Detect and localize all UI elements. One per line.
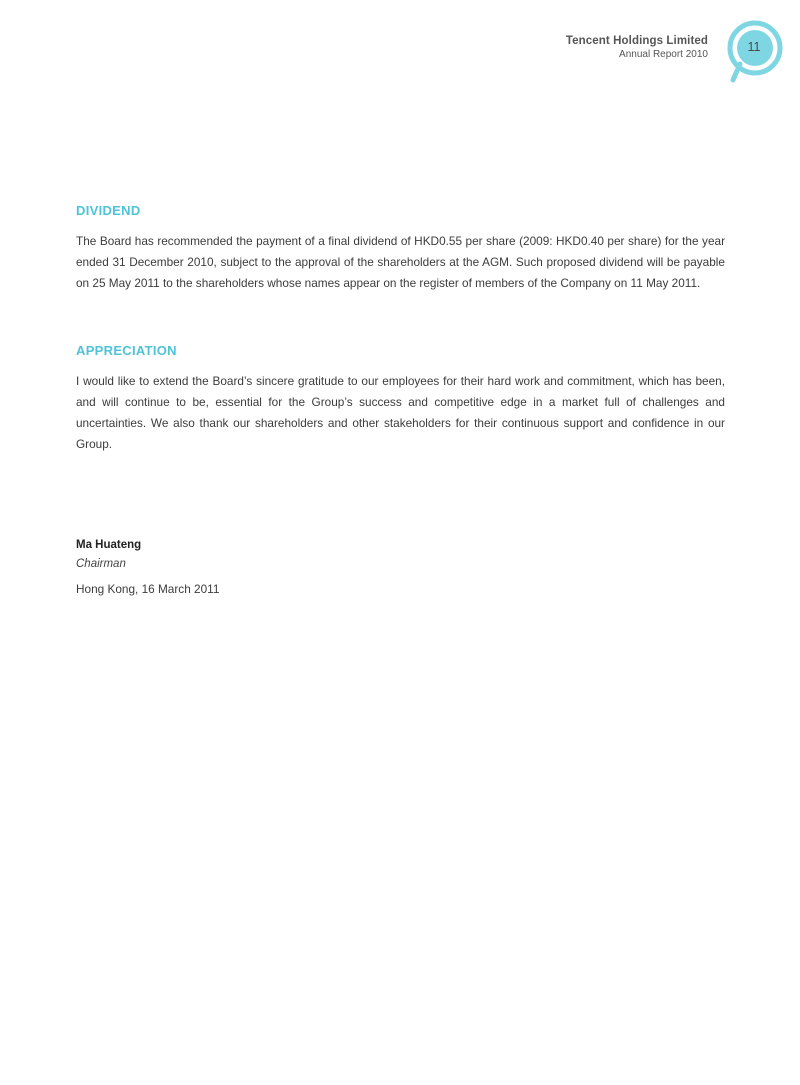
dividend-section — [76, 203, 725, 294]
company-name: Tencent Holdings Limited — [565, 35, 708, 47]
page-header — [566, 34, 708, 61]
appreciation-section — [76, 343, 725, 455]
signature-block — [76, 539, 725, 596]
dividend-heading: DIVIDEND — [76, 203, 141, 218]
appreciation-heading: APPRECIATION — [76, 343, 177, 358]
appreciation-text: I would like to extend the Board’s sincere gratitude to our employees for their hard work and commitment, which has been, and will continue to be, essential for the Group’s success and competitive edge in a market full of challenges and uncertainties. We also thank our shareholders and other stakeholders for their continuous support and confidence in our Group. — [76, 374, 725, 451]
place-date: Hong Kong, 16 March 2011 — [76, 582, 220, 596]
signatory-title: Chairman — [76, 558, 126, 570]
report-title: Annual Report 2010 — [619, 49, 708, 60]
page-number: 11 — [747, 40, 761, 54]
signatory-name: Ma Huateng — [76, 539, 142, 551]
dividend-text: The Board has recommended the payment of a final dividend of HKD0.55 per share (2009: HKD0.40 per share) for the year ended 31 December 2010, subject to the approval of the shareholders at the AGM. Such proposed dividend will be payable on 25 May 2011 to the shareholders whose names appear on the register of members of the Company on 11 May 2011. — [76, 234, 725, 290]
